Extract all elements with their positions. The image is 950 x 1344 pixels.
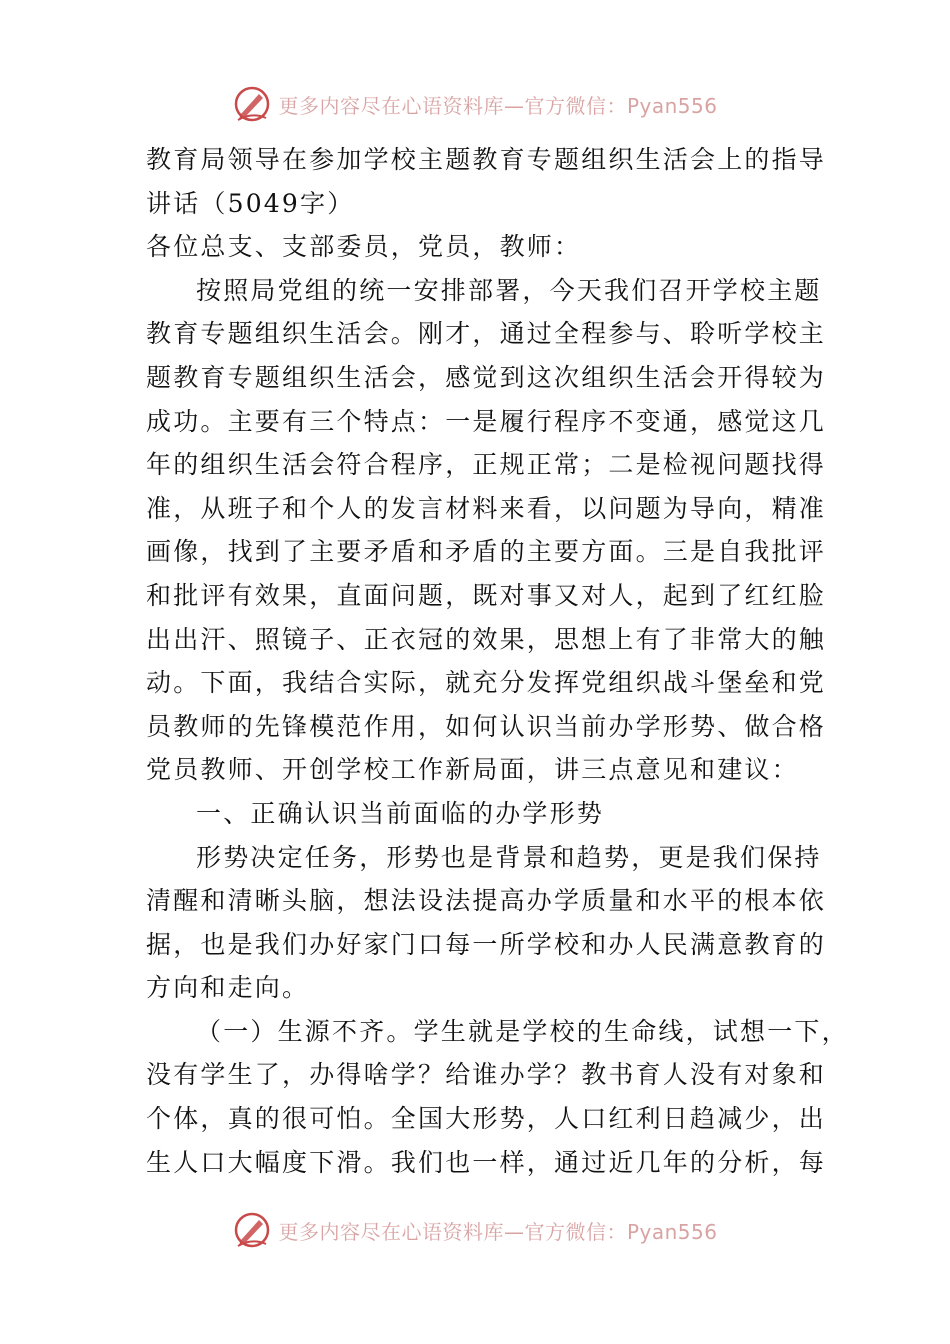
text-line: 党员教师、开创学校工作新局面，讲三点意见和建议： — [146, 755, 799, 785]
text-line: 画像，找到了主要矛盾和矛盾的主要方面。三是自我批评 — [146, 537, 827, 567]
text-line: 生人口大幅度下滑。我们也一样，通过近几年的分析，每 — [146, 1147, 827, 1177]
text-line: 讲话（5049字） — [146, 188, 355, 218]
watermark-text: 更多内容尽在心语资料库—官方微信：Pyan556 — [278, 1219, 718, 1244]
text-line: 形势决定任务，形势也是背景和趋势，更是我们保持 — [196, 842, 822, 872]
text-line: 据，也是我们办好家门口每一所学校和办人民满意教育的 — [146, 929, 827, 959]
text-line: 方向和走向。 — [146, 973, 310, 1003]
watermark-banner-top — [0, 82, 950, 126]
text-line: 成功。主要有三个特点：一是履行程序不变通，感觉这几 — [146, 406, 827, 436]
text-line: 清醒和清晰头脑，想法设法提高办学质量和水平的根本依 — [146, 886, 827, 916]
watermark-banner-bottom — [0, 1208, 950, 1252]
text-line: 员教师的先锋模范作用，如何认识当前办学形势、做合格 — [146, 711, 827, 741]
pen-logo-icon — [232, 84, 272, 124]
text-line: 一、正确认识当前面临的办学形势 — [196, 798, 605, 828]
watermark-text: 更多内容尽在心语资料库—官方微信：Pyan556 — [278, 93, 718, 118]
text-line: 题教育专题组织生活会，感觉到这次组织生活会开得较为 — [146, 362, 827, 392]
pen-logo-icon — [232, 1210, 272, 1250]
text-line: 教育局领导在参加学校主题教育专题组织生活会上的指导 — [146, 145, 827, 174]
text-line: 动。下面，我结合实际，就充分发挥党组织战斗堡垒和党 — [146, 668, 827, 698]
text-line: 各位总支、支部委员，党员，教师： — [146, 232, 582, 262]
text-line: （一）生源不齐。学生就是学校的生命线，试想一下， — [196, 1016, 849, 1046]
text-line: 按照局党组的统一安排部署，今天我们召开学校主题 — [196, 275, 822, 305]
document-body — [146, 138, 849, 1184]
text-line: 和批评有效果，直面问题，既对事又对人，起到了红红脸 — [146, 580, 827, 610]
text-line: 准，从班子和个人的发言材料来看，以问题为导向，精准 — [146, 493, 827, 523]
text-line: 没有学生了，办得啥学？给谁办学？教书育人没有对象和 — [146, 1060, 827, 1090]
text-line: 教育专题组织生活会。刚才，通过全程参与、聆听学校主 — [146, 319, 827, 349]
text-line: 个体，真的很可怕。全国大形势，人口红利日趋减少，出 — [146, 1104, 827, 1134]
text-line: 年的组织生活会符合程序，正规正常；二是检视问题找得 — [146, 450, 827, 480]
text-line: 出出汗、照镜子、正衣冠的效果，思想上有了非常大的触 — [146, 624, 827, 654]
